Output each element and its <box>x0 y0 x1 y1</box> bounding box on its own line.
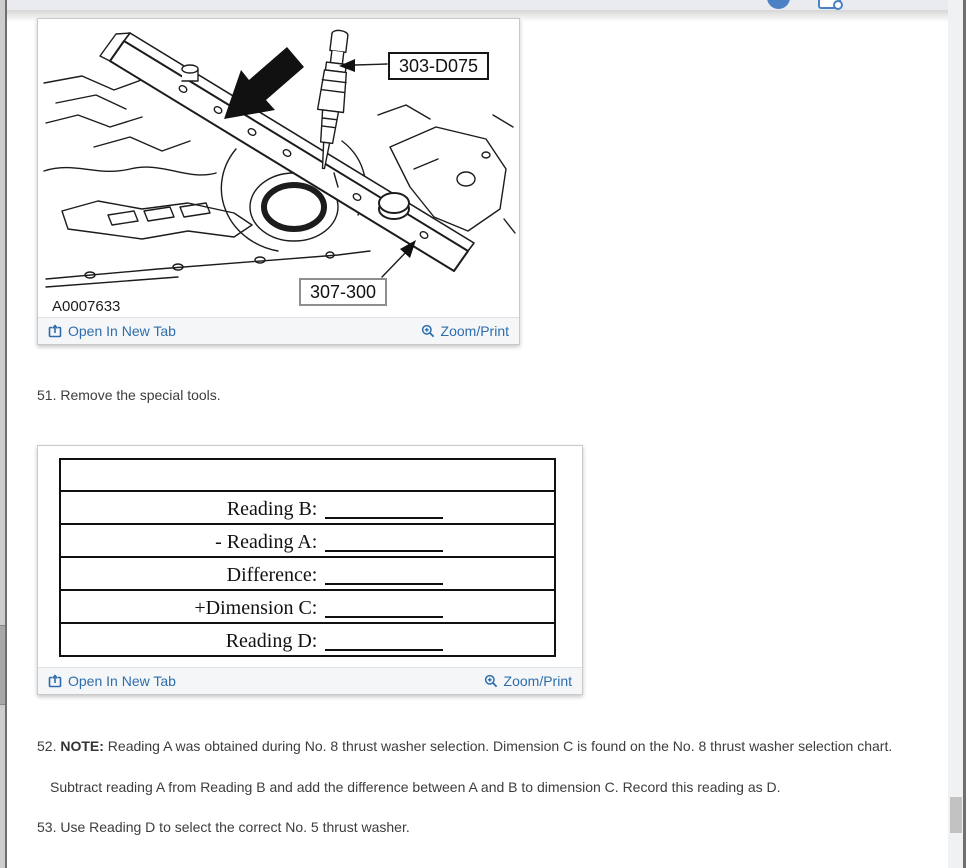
figure-footer <box>38 317 519 344</box>
worksheet-row-dimension-c <box>61 589 554 622</box>
vertical-scrollbar-thumb[interactable] <box>950 797 962 833</box>
worksheet-row-empty <box>61 460 554 490</box>
callout-303-D075: 303-D075 <box>388 52 489 80</box>
step-52-number: 52. <box>37 738 61 754</box>
left-window-border <box>5 0 7 868</box>
figure-panel-special-tools <box>37 18 520 345</box>
worksheet-row-reading-d <box>61 622 554 655</box>
zoom-print-link[interactable] <box>484 674 572 688</box>
worksheet-row-reading-a <box>61 523 554 556</box>
worksheet-blank-line <box>325 631 443 651</box>
figure-footer <box>38 667 582 694</box>
step-52-text <box>37 738 892 755</box>
step-52-note-label: NOTE: <box>60 738 104 754</box>
worksheet-row-reading-b <box>61 490 554 523</box>
zoom-print-label: Zoom/Print <box>440 323 509 339</box>
open-in-new-tab-icon <box>48 324 62 338</box>
open-in-new-tab-label: Open In New Tab <box>68 323 176 339</box>
figure-id-label: A0007633 <box>52 298 121 315</box>
zoom-plus-icon <box>484 674 498 688</box>
step-52-body: Reading A was obtained during No. 8 thrust washer selection. Dimension C is found on the No. 8 thrust washer selection chart. <box>103 738 893 754</box>
print-icon-dot <box>833 0 843 10</box>
step-52-continuation-text: Subtract reading A from Reading B and add the difference between A and B to dimension C. Record this reading as D. <box>50 779 781 795</box>
callout-307-300: 307-300 <box>299 278 387 306</box>
open-in-new-tab-icon <box>48 674 62 688</box>
worksheet-row-label: - Reading A: <box>215 531 318 553</box>
worksheet-blank-line <box>325 499 443 519</box>
step-51-text: 51. Remove the special tools. <box>37 387 221 403</box>
worksheet-row-label: Reading B: <box>226 498 318 520</box>
worksheet-blank-line <box>325 598 443 618</box>
open-in-new-tab-link[interactable] <box>48 324 176 338</box>
open-in-new-tab-label: Open In New Tab <box>68 673 176 689</box>
figure-panel-worksheet <box>37 445 583 695</box>
vertical-scrollbar-track[interactable] <box>948 0 963 868</box>
worksheet-table <box>59 458 556 657</box>
zoom-print-label: Zoom/Print <box>503 673 572 689</box>
open-in-new-tab-link[interactable] <box>48 674 176 688</box>
zoom-print-link[interactable] <box>421 324 509 338</box>
worksheet-blank-line <box>325 532 443 552</box>
worksheet-blank-line <box>325 565 443 585</box>
worksheet-row-label: Difference: <box>226 564 318 586</box>
step-53-text: 53. Use Reading D to select the correct No. 5 thrust washer. <box>37 819 410 835</box>
worksheet-row-difference <box>61 556 554 589</box>
worksheet-row-label: +Dimension C: <box>194 597 318 619</box>
zoom-plus-icon <box>421 324 435 338</box>
worksheet-row-label: Reading D: <box>225 630 318 652</box>
